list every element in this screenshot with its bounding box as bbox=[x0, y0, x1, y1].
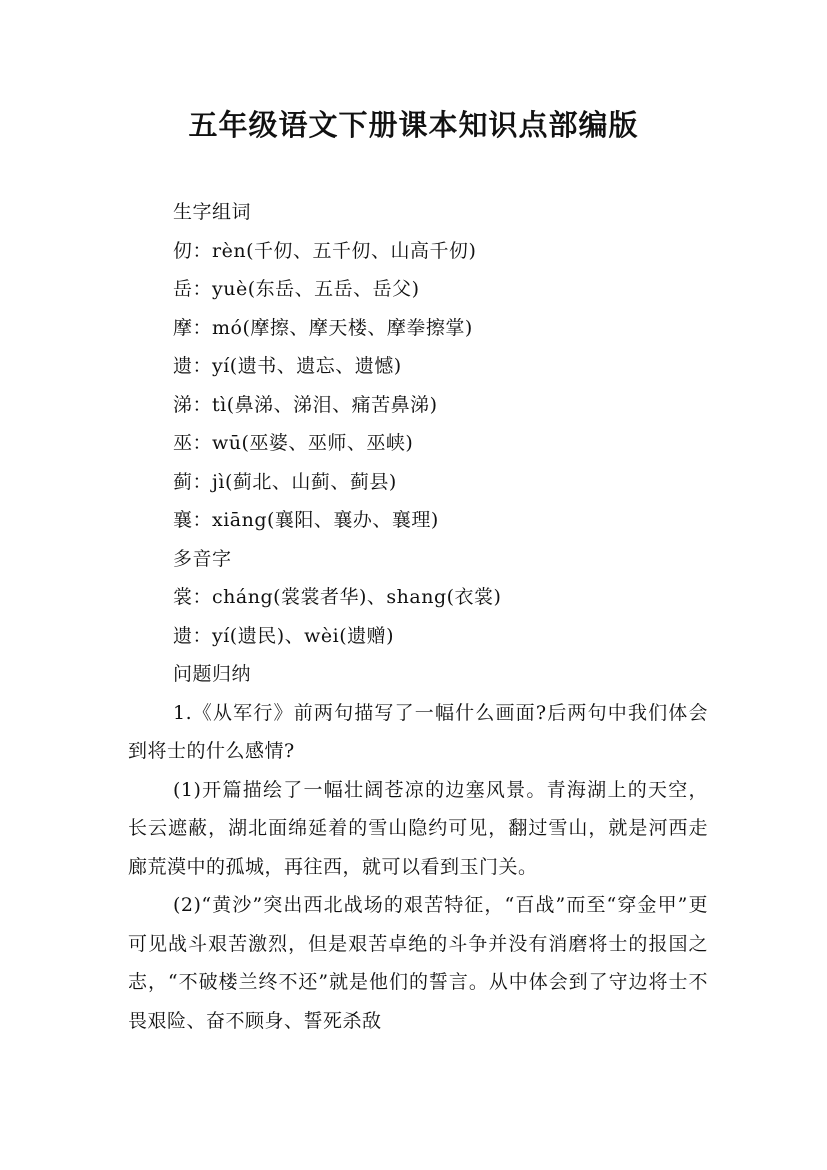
question-paragraph: 1.《从军行》前两句描写了一幅什么画面?后两句中我们体会到将士的什么感情? bbox=[128, 701, 708, 762]
document-body bbox=[128, 193, 708, 1040]
vocab-item: 蓟：jì(蓟北、山蓟、蓟县) bbox=[173, 470, 397, 493]
answer-paragraph: (1)开篇描绘了一幅壮阔苍凉的边塞风景。青海湖上的天空，长云遮蔽，湖北面绵延着的雪山隐约可见，翻过雪山，就是河西走廊荒漠中的孤城，再往西，就可以看到玉门关。 bbox=[128, 778, 708, 878]
section-heading-polyphone: 多音字 bbox=[173, 547, 232, 570]
vocab-item: 岳：yuè(东岳、五岳、岳父) bbox=[173, 278, 420, 300]
vocab-item: 摩：mó(摩擦、摩天楼、摩拳擦掌) bbox=[173, 316, 473, 339]
polyphone-item: 遗：yí(遗民)、wèi(遗赠) bbox=[173, 624, 395, 647]
section-heading-questions: 问题归纳 bbox=[173, 663, 252, 685]
vocab-item: 巫：wū(巫婆、巫师、巫峡) bbox=[173, 432, 414, 454]
vocab-item: 涕：tì(鼻涕、涕泪、痛苦鼻涕) bbox=[173, 393, 438, 416]
answer-paragraph: (2)“黄沙”突出西北战场的艰苦特征，“百战”而至“穿金甲”更可见战斗艰苦激烈，但是艰苦卓绝的斗争并没有消磨将士的报国之志，“不破楼兰终不还”就是他们的誓言。从中体会到了守边将士不畏艰险、奋不顾身、誓死杀敌 bbox=[128, 894, 708, 1032]
section-heading-vocab: 生字组词 bbox=[173, 201, 252, 223]
polyphone-item: 裳：cháng(裳裳者华)、shang(衣裳) bbox=[173, 586, 502, 608]
vocab-item: 仞：rèn(千仞、五千仞、山高千仞) bbox=[173, 239, 477, 262]
document-title: 五年级语文下册课本知识点部编版 bbox=[188, 108, 639, 142]
vocab-item: 遗：yí(遗书、遗忘、遗憾) bbox=[173, 355, 402, 377]
vocab-item: 襄：xiāng(襄阳、襄办、襄理) bbox=[173, 509, 439, 531]
